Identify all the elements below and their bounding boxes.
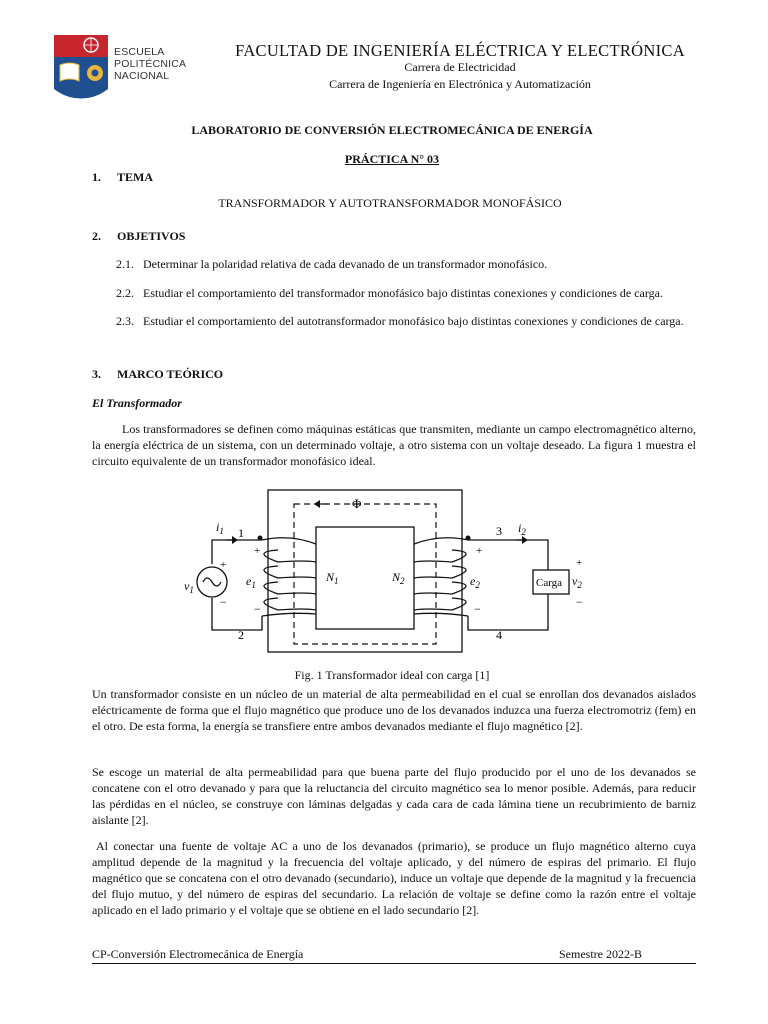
section-number: 3.	[92, 367, 101, 381]
current-i2-arrow	[522, 536, 528, 544]
footer-course: CP-Conversión Electromecánica de Energía	[92, 947, 304, 961]
objective-item	[116, 256, 696, 272]
e1-minus: −	[254, 602, 261, 616]
v2-plus: +	[576, 557, 583, 569]
page-footer	[92, 947, 696, 964]
shield-emblem-icon	[50, 33, 112, 109]
v1-minus: −	[220, 595, 227, 609]
section-heading-tema	[92, 170, 153, 185]
section-title: OBJETIVOS	[117, 229, 186, 243]
section-number: 1.	[92, 170, 101, 184]
e2-plus: +	[476, 545, 483, 557]
objective-item	[116, 313, 696, 345]
section-heading-marco	[92, 367, 223, 382]
career-electricidad: Carrera de Electricidad	[404, 60, 516, 74]
section-heading-objetivos	[92, 229, 185, 244]
label-v1: $v_1$	[184, 579, 194, 595]
section-title: MARCO TEÓRICO	[117, 367, 224, 381]
footer-semester: Semestre 2022-B	[559, 947, 642, 961]
secondary-winding	[414, 538, 468, 616]
label-i1: $i_1$	[216, 520, 224, 536]
label-i2: $i_2$	[518, 521, 526, 537]
objective-text: Estudiar el comportamiento del autotransformador monofásico bajo distintas conexiones y condiciones de carga.	[143, 314, 684, 328]
faculty-title: FACULTAD DE INGENIERÍA ELÉCTRICA Y ELECTRÓNICA	[235, 41, 685, 60]
v1-plus: +	[220, 559, 227, 571]
paragraph-intro: Los transformadores se definen como máquinas estáticas que transmiten, mediante un campo electromagnético alterno, la energía eléctrica de un sistema, con un determinado voltaje, a otro sistema con un voltaje deseado. La figura 1 muestra el circuito equivalente de un transformador monofásico ideal.	[92, 422, 696, 468]
polarity-dot	[258, 536, 263, 541]
load-label: Carga	[536, 577, 563, 589]
label-v2: $v_2$	[572, 574, 582, 590]
lab-title: LABORATORIO DE CONVERSIÓN ELECTROMECÁNICA DE ENERGÍA	[191, 123, 593, 137]
logo-line-1: ESCUELA	[114, 46, 165, 58]
objective-number: 2.2.	[116, 286, 134, 300]
terminal-1: 1	[238, 526, 244, 540]
paragraph-core: Un transformador consiste en un núcleo de un material de alta permeabilidad en el cual se enrollan dos devanados aislados eléctricamente de forma que el flujo magnético que produce uno de los devanados induzca una fuerza electromotriz (fem) en el otro. De esta forma, la energía se transfiere entre ambos devanados mediante el flujo magnético [2].	[92, 687, 696, 733]
topic-title: TRANSFORMADOR Y AUTOTRANSFORMADOR MONOFÁSICO	[218, 196, 562, 210]
flux-arrow-head	[314, 500, 320, 508]
paragraph-voltage: Al conectar una fuente de voltaje AC a uno de los devanados (primario), se produce un flujo magnético alterno cuya amplitud depende de la magnitud y la frecuencia del voltaje aplicado, y del número de espiras del primario. El flujo magnético que se concatena con el otro devanado (secundario), induce un voltaje que depende de la magnitud y la frecuencia del flujo mutuo, y del número de espiras del secundario. La relación de voltaje se define como la razón entre el voltaje aplicado en el lado primario y el voltaje que se obtiene en el lado secundario [2].	[92, 839, 696, 917]
terminal-3: 3	[496, 524, 502, 538]
core-outer	[268, 490, 462, 652]
objective-number: 2.3.	[116, 314, 134, 328]
logo-text	[114, 46, 186, 82]
logo-line-3: NACIONAL	[114, 70, 170, 82]
paragraph-material: Se escoge un material de alta permeabilidad para que buena parte del flujo producido por el uno de los devanados se concatene con el otro devanado y para que la reluctancia del circuito magnético sea lo menor posible. Además, para reducir las pérdidas en el núcleo, se construye con láminas delgadas y cada cara de cada lámina tiene un recubrimiento de barniz aislante [2].	[92, 765, 696, 827]
objective-text: Estudiar el comportamiento del transformador monofásico bajo distintas conexiones y condiciones de carga.	[143, 286, 663, 300]
section-number: 2.	[92, 229, 101, 243]
terminal-2: 2	[238, 628, 244, 642]
e2-minus: −	[474, 602, 481, 616]
objective-item	[116, 285, 696, 301]
label-n2: $N_2$	[392, 570, 405, 586]
figure-caption: Fig. 1 Transformador ideal con carga [1]	[294, 668, 490, 682]
career-electronica: Carrera de Ingeniería en Electrónica y Automatización	[329, 77, 591, 91]
primary-winding	[262, 538, 316, 616]
practice-number: PRÁCTICA N° 03	[344, 152, 440, 166]
logo-line-2: POLITÉCNICA	[114, 58, 187, 70]
subheading-transformador: El Transformador	[92, 396, 182, 410]
flux-path	[294, 504, 436, 644]
terminal-4: 4	[496, 628, 502, 642]
label-n1: $N_1$	[326, 570, 339, 586]
e1-plus: +	[254, 545, 261, 557]
polarity-dot	[466, 536, 471, 541]
flux-label: Φ	[352, 496, 362, 511]
label-e2: $e_2$	[470, 574, 480, 590]
transformer-circuit-figure	[170, 488, 600, 663]
label-e1: $e_1$	[246, 574, 256, 590]
section-title: TEMA	[117, 170, 153, 184]
v2-minus: −	[576, 595, 583, 609]
objective-number: 2.1.	[116, 257, 134, 271]
objective-text: Determinar la polaridad relativa de cada devanado de un transformador monofásico.	[143, 257, 548, 271]
